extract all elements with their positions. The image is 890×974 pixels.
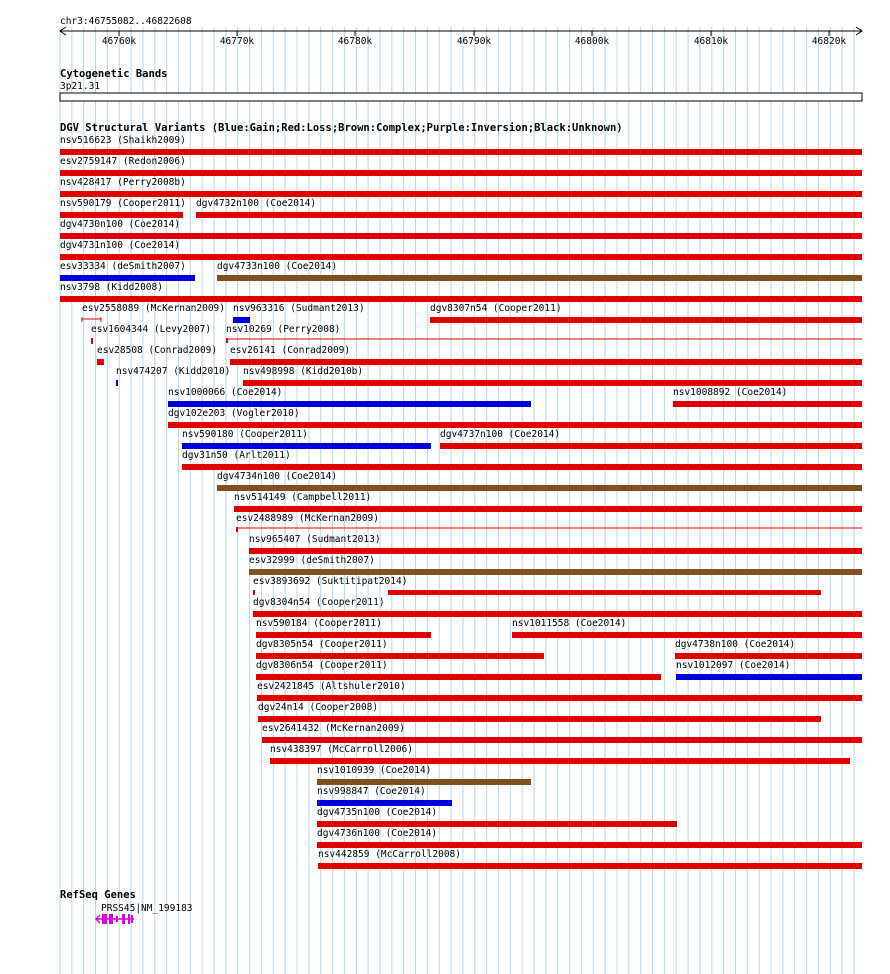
sv-feature[interactable] — [60, 135, 862, 155]
sv-feature-bar[interactable] — [430, 317, 862, 323]
sv-feature-label: nsv442859 (McCarroll2008) — [318, 849, 461, 860]
sv-feature[interactable] — [430, 303, 862, 323]
sv-feature-label: dgv102e203 (Vogler2010) — [168, 408, 300, 419]
sv-feature[interactable] — [249, 534, 862, 554]
ruler-tick-label: 46790k — [456, 36, 492, 47]
sv-feature-label: esv2641432 (McKernan2009) — [262, 723, 405, 734]
sv-feature-label: nsv590184 (Cooper2011) — [256, 618, 382, 629]
sv-feature-bar[interactable] — [97, 359, 104, 365]
sv-feature-bar[interactable] — [60, 275, 195, 281]
sv-feature-label: esv2488989 (McKernan2009) — [236, 513, 379, 524]
sv-feature[interactable] — [168, 387, 531, 407]
sv-feature-label: esv33334 (deSmith2007) — [60, 261, 186, 272]
sv-feature-bar[interactable] — [182, 464, 862, 470]
sv-feature[interactable] — [60, 219, 862, 239]
sv-feature-bar[interactable] — [256, 674, 661, 680]
sv-feature-label: dgv24n14 (Cooper2008) — [258, 702, 379, 713]
sv-feature-bar[interactable] — [257, 695, 862, 701]
sv-feature-bar[interactable] — [512, 632, 862, 638]
gene-model-prss45[interactable] — [96, 914, 134, 924]
sv-feature-label: nsv498998 (Kidd2010b) — [243, 366, 364, 377]
ruler-tick-label: 46820k — [811, 36, 847, 47]
sv-feature[interactable] — [318, 849, 862, 869]
sv-feature-bar[interactable] — [182, 443, 431, 449]
sv-feature[interactable] — [236, 513, 862, 532]
sv-feature[interactable] — [270, 744, 850, 764]
sv-feature-bar[interactable] — [116, 380, 118, 386]
ruler-tick-label: 46780k — [337, 36, 373, 47]
sv-feature[interactable] — [317, 828, 862, 848]
sv-feature[interactable] — [440, 429, 862, 449]
sv-feature-label: nsv963316 (Sudmant2013) — [233, 303, 365, 314]
sv-feature[interactable] — [91, 324, 211, 344]
sv-feature[interactable] — [317, 807, 677, 827]
sv-feature-bar[interactable] — [258, 716, 821, 722]
sv-feature-label: nsv1010939 (Coe2014) — [317, 765, 432, 776]
sv-feature-label: dgv8306n54 (Cooper2011) — [256, 660, 388, 671]
cytoband-label: 3p21.31 — [60, 81, 101, 92]
sv-feature[interactable] — [97, 345, 217, 365]
sv-feature-label: esv1604344 (Levy2007) — [91, 324, 212, 335]
gene-label: PRSS45|NM_199183 — [101, 903, 193, 914]
sv-feature-bar[interactable] — [317, 779, 531, 785]
sv-feature-bar[interactable] — [388, 590, 821, 595]
sv-feature-label: nsv1000066 (Coe2014) — [168, 387, 283, 398]
sv-feature-label: dgv8304n54 (Cooper2011) — [253, 597, 385, 608]
sv-feature-bar[interactable] — [256, 632, 431, 638]
cytoband-track-title: Cytogenetic Bands — [60, 68, 168, 80]
sv-feature[interactable] — [249, 555, 862, 575]
sv-feature[interactable] — [182, 429, 431, 449]
sv-feature-bar[interactable] — [318, 863, 862, 869]
sv-feature[interactable] — [116, 366, 230, 386]
sv-feature[interactable] — [262, 723, 862, 743]
ruler-tick-label: 46760k — [101, 36, 137, 47]
ruler-tick-label: 46810k — [693, 36, 729, 47]
sv-feature[interactable] — [234, 492, 862, 512]
sv-feature[interactable] — [60, 198, 186, 218]
sv-feature-label: nsv590180 (Cooper2011) — [182, 429, 308, 440]
grid-lines — [60, 27, 854, 974]
sv-feature[interactable] — [243, 366, 862, 386]
sv-feature[interactable] — [217, 471, 862, 491]
sv-feature-label: nsv1011558 (Coe2014) — [512, 618, 627, 629]
sv-feature-label: nsv514149 (Campbell2011) — [234, 492, 372, 503]
refseq-track-title: RefSeq Genes — [60, 889, 136, 901]
sv-feature-bar[interactable] — [230, 359, 862, 365]
ruler-tick-label: 46770k — [219, 36, 255, 47]
sv-feature-bar[interactable] — [317, 842, 862, 848]
dgv-track — [60, 122, 862, 869]
sv-feature[interactable] — [226, 324, 862, 343]
sv-feature-label: nsv474207 (Kidd2010) — [116, 366, 231, 377]
cytoband-bar[interactable] — [60, 93, 862, 101]
sv-feature-bar[interactable] — [256, 653, 544, 659]
sv-feature-label: dgv4731n100 (Coe2014) — [60, 240, 181, 251]
sv-feature-bar[interactable] — [168, 422, 862, 428]
sv-feature-bar[interactable] — [317, 800, 452, 806]
sv-feature-bar[interactable] — [270, 758, 850, 764]
sv-feature-label: nsv1008892 (Coe2014) — [673, 387, 788, 398]
sv-feature-label: nsv438397 (McCarroll2006) — [270, 744, 413, 755]
dgv-track-title: DGV Structural Variants (Blue:Gain;Red:Loss;Brown:Complex;Purple:Inversion;Black:Unknown) — [60, 122, 623, 134]
sv-feature-bar[interactable] — [262, 737, 862, 743]
sv-feature-label: dgv8305n54 (Cooper2011) — [256, 639, 388, 650]
sv-feature[interactable] — [675, 639, 862, 659]
sv-feature-label: nsv3798 (Kidd2008) — [60, 282, 163, 293]
sv-feature-bar[interactable] — [60, 170, 862, 176]
sv-feature[interactable] — [217, 261, 862, 281]
sv-feature-bar[interactable] — [249, 548, 862, 554]
sv-feature-bar[interactable] — [91, 338, 93, 344]
sv-feature-label: nsv590179 (Cooper2011) — [60, 198, 186, 209]
sv-feature[interactable] — [256, 660, 661, 680]
sv-feature[interactable] — [168, 408, 862, 428]
sv-feature-label: nsv428417 (Perry2008b) — [60, 177, 186, 188]
sv-feature-label: esv28508 (Conrad2009) — [97, 345, 218, 356]
sv-feature[interactable] — [60, 177, 862, 197]
sv-feature-label: dgv4736n100 (Coe2014) — [317, 828, 438, 839]
sv-feature-bar[interactable] — [217, 485, 862, 491]
sv-feature[interactable] — [676, 660, 862, 680]
sv-feature-bar[interactable] — [253, 611, 862, 617]
sv-feature-label: esv2759147 (Redon2006) — [60, 156, 186, 167]
sv-feature-label: esv26141 (Conrad2009) — [230, 345, 351, 356]
sv-feature-label: nsv965407 (Sudmant2013) — [249, 534, 381, 545]
sv-feature-label: nsv10269 (Perry2008) — [226, 324, 341, 335]
sv-feature-bar[interactable] — [217, 275, 862, 281]
sv-feature-label: esv32999 (deSmith2007) — [249, 555, 375, 566]
sv-feature-label: nsv516623 (Shaikh2009) — [60, 135, 186, 146]
sv-feature-bar[interactable] — [168, 401, 531, 407]
sv-feature[interactable] — [317, 786, 452, 806]
sv-feature-label: dgv4730n100 (Coe2014) — [60, 219, 181, 230]
sv-feature-bar[interactable] — [196, 212, 862, 218]
sv-feature-label: nsv1012097 (Coe2014) — [676, 660, 791, 671]
sv-feature[interactable] — [60, 261, 195, 281]
sv-feature[interactable] — [673, 387, 862, 407]
sv-feature[interactable] — [60, 240, 862, 260]
ruler-track — [60, 16, 862, 47]
sv-feature-label: dgv4733n100 (Coe2014) — [217, 261, 338, 272]
sv-feature-bar[interactable] — [60, 191, 862, 197]
sv-feature-bar[interactable] — [249, 569, 862, 575]
sv-feature-bar[interactable] — [440, 443, 862, 449]
sv-feature-label: dgv4734n100 (Coe2014) — [217, 471, 338, 482]
sv-feature[interactable] — [256, 639, 544, 659]
sv-feature-label: dgv4737n100 (Coe2014) — [440, 429, 561, 440]
sv-feature-label: esv2558089 (McKernan2009) — [82, 303, 225, 314]
sv-feature-bar[interactable] — [60, 296, 862, 302]
region-label: chr3:46755082..46822608 — [60, 16, 192, 27]
sv-feature[interactable] — [60, 282, 862, 302]
sv-feature-label: dgv8307n54 (Cooper2011) — [430, 303, 562, 314]
sv-feature-bar[interactable] — [60, 233, 862, 239]
sv-feature[interactable] — [258, 702, 821, 722]
sv-feature-label: nsv998847 (Coe2014) — [317, 786, 426, 797]
sv-feature[interactable] — [82, 303, 225, 322]
sv-feature[interactable] — [196, 198, 862, 218]
sv-feature-label: esv3893692 (Suktitipat2014) — [253, 576, 408, 587]
sv-feature[interactable] — [256, 618, 431, 638]
sv-feature-label: dgv4732n100 (Coe2014) — [196, 198, 317, 209]
sv-feature-bar[interactable] — [60, 212, 183, 218]
sv-feature-bar[interactable] — [60, 254, 862, 260]
sv-feature-label: dgv4738n100 (Coe2014) — [675, 639, 796, 650]
sv-feature-label: esv2421845 (Altshuler2010) — [257, 681, 406, 692]
cytoband-track — [60, 68, 862, 101]
sv-feature-bar[interactable] — [673, 401, 862, 407]
sv-feature-label: dgv31n50 (Arlt2011) — [182, 450, 291, 461]
sv-feature[interactable] — [512, 618, 862, 638]
ruler-tick-label: 46800k — [574, 36, 610, 47]
sv-feature-label: dgv4735n100 (Coe2014) — [317, 807, 438, 818]
sv-feature[interactable] — [60, 156, 862, 176]
refseq-track — [60, 889, 193, 924]
sv-feature-bar[interactable] — [234, 506, 862, 512]
sv-feature-bar[interactable] — [233, 317, 250, 323]
sv-feature-bar[interactable] — [676, 674, 862, 680]
sv-feature-bar[interactable] — [675, 653, 862, 659]
sv-feature-bar[interactable] — [317, 821, 677, 827]
sv-feature-bar[interactable] — [243, 380, 862, 386]
sv-feature-bar[interactable] — [60, 149, 862, 155]
